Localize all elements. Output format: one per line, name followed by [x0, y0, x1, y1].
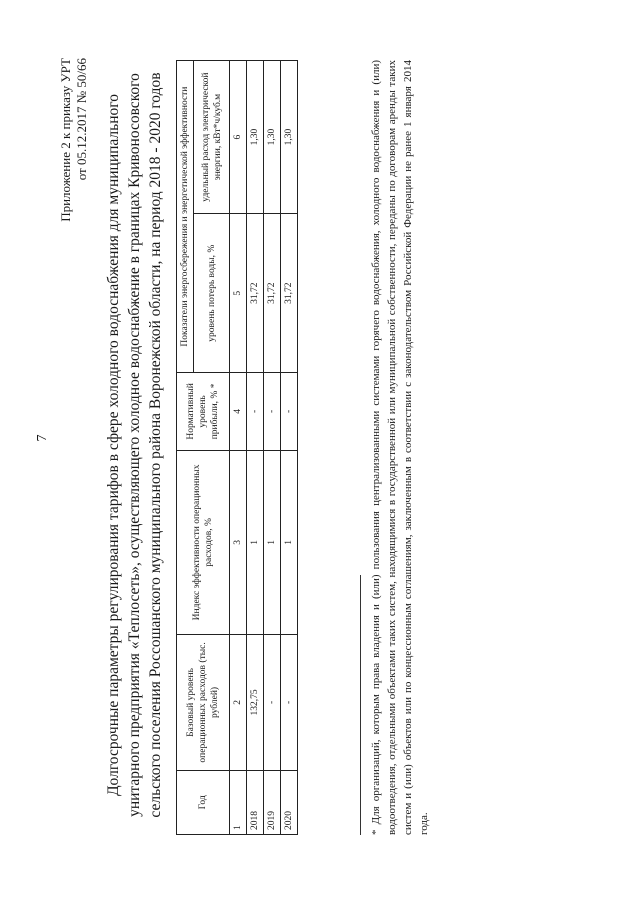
header-profit-level: Нормативный уровень прибыли, % * [177, 373, 230, 450]
col-number: 4 [230, 373, 247, 450]
cell-year: 2018 [247, 770, 264, 834]
cell-energy-consumption: 1,30 [281, 61, 298, 214]
col-number: 2 [230, 635, 247, 770]
table-row [264, 61, 281, 835]
footnote-separator [360, 575, 361, 835]
header-water-loss: уровень потерь воды, % [194, 214, 230, 373]
order-reference-line-1: Приложение 2 к приказу УРТ [58, 58, 73, 222]
order-reference-line-2: от 05.12.2017 № 50/66 [74, 58, 89, 181]
cell-base-level: - [281, 635, 298, 770]
cell-profit-level: - [247, 373, 264, 450]
col-number: 1 [230, 770, 247, 834]
header-energy-consumption: удельный расход электрической энергии, кВт*ч/куб.м [194, 61, 230, 214]
title-line-1: Долгосрочные параметры регулирования тарифов в сфере холодного водоснабжения для муниципального [105, 93, 122, 797]
title-line-3: сельского поселения Россошанского муниципального района Воронежской области, на период 2018 - 2020 годов [147, 72, 164, 818]
cell-base-level: 132,75 [247, 635, 264, 770]
cell-efficiency-index: 1 [247, 450, 264, 635]
cell-profit-level: - [281, 373, 298, 450]
table-row [247, 61, 264, 835]
col-number: 5 [230, 214, 247, 373]
cell-water-loss: 31,72 [247, 214, 264, 373]
col-number: 3 [230, 450, 247, 635]
cell-efficiency-index: 1 [281, 450, 298, 635]
document-title [103, 60, 166, 830]
header-efficiency-index: Индекс эффективности операционных расходов, % [177, 450, 230, 635]
cell-water-loss: 31,72 [264, 214, 281, 373]
header-year: Год [177, 770, 230, 834]
cell-efficiency-index: 1 [264, 450, 281, 635]
cell-energy-consumption: 1,30 [264, 61, 281, 214]
cell-year: 2019 [264, 770, 281, 834]
col-number: 6 [230, 61, 247, 214]
cell-year: 2020 [281, 770, 298, 834]
cell-energy-consumption: 1,30 [247, 61, 264, 214]
header-base-level: Базовый уровень операционных расходов (тыс. рублей) [177, 635, 230, 770]
cell-base-level: - [264, 635, 281, 770]
table-row [281, 61, 298, 835]
title-line-2: унитарного предприятия «Теплосеть», осуществляющего холодное водоснабжение в границах Кривоносовского [126, 73, 143, 817]
header-energy-group: Показатели энергосбережения и энергетической эффективности [177, 61, 194, 373]
rotated-document-page [48, 30, 518, 870]
tariff-parameters-table [176, 60, 298, 835]
column-number-row [230, 61, 247, 835]
footnote: * Для организаций, которым права владения и (или) пользования централизованными системами горячего водоснабжения, холодного водоснабжения и (или) водоотведения, отдельными объектами таких систем, находящимися в государственной или муниципальной собственности, переданы по договорам аренды таких систем и (или) объектов или по концессионным соглашениям, заключенным в соответствии с законодательством Российской Федерации не ранее 1 января 2014 года. [370, 60, 430, 835]
cell-profit-level: - [264, 373, 281, 450]
cell-water-loss: 31,72 [281, 214, 298, 373]
order-reference [58, 58, 90, 222]
page-number: 7 [35, 434, 50, 442]
